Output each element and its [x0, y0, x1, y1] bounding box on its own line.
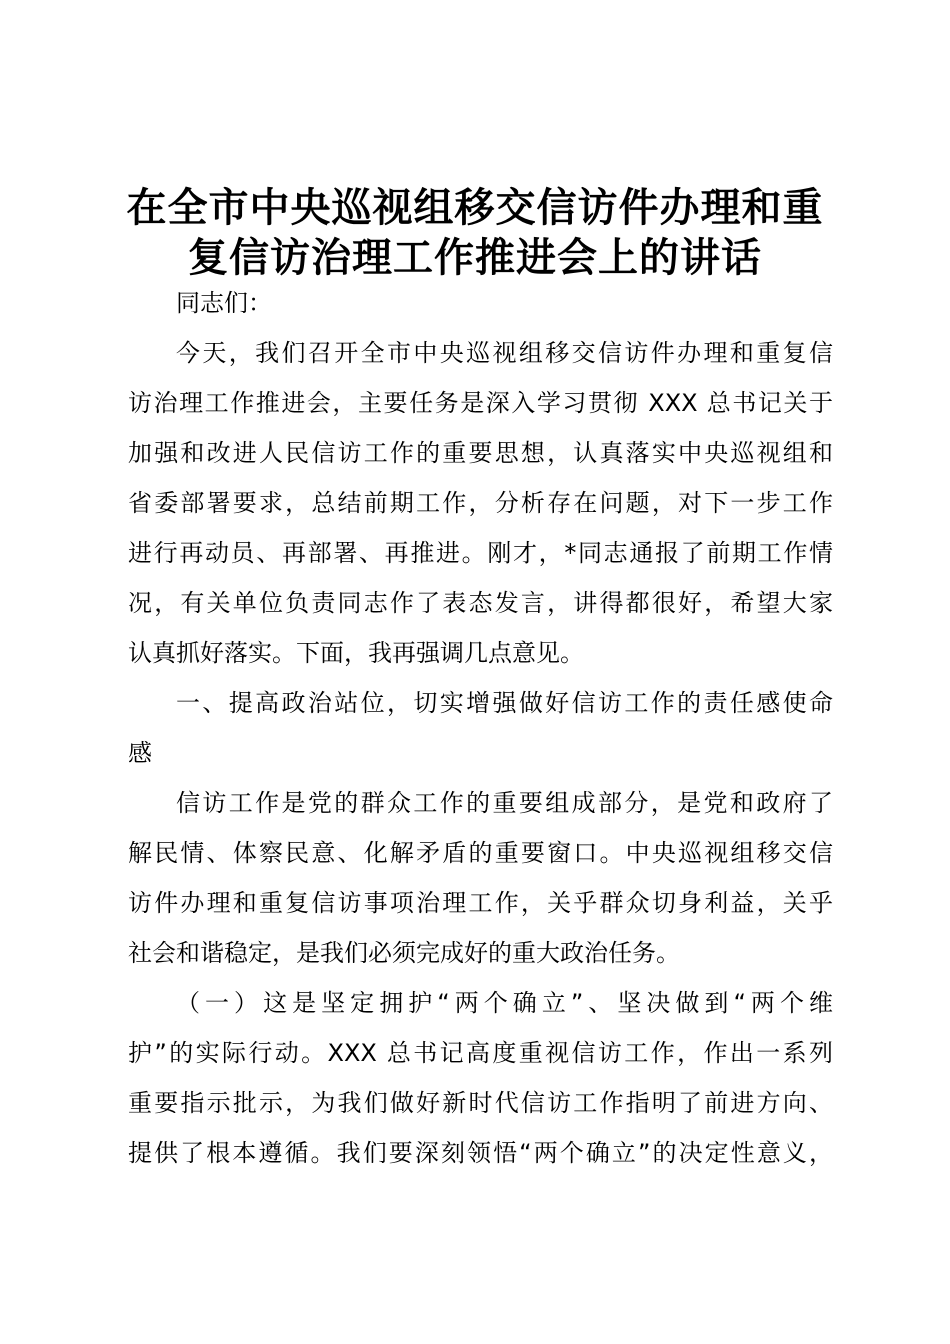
- paragraph-line: 进行再动员、再部署、再推进。刚才，*同志通报了前期工作情: [128, 539, 833, 567]
- paragraph-line: 认真抓好落实。下面，我再强调几点意见。: [128, 639, 584, 667]
- paragraph-line: 加强和改进人民信访工作的重要思想，认真落实中央巡视组和: [128, 439, 833, 467]
- paragraph-line: 重要指示批示，为我们做好新时代信访工作指明了前进方向、: [128, 1089, 833, 1117]
- paragraph-line: 社会和谐稳定，是我们必须完成好的重大政治任务。: [128, 939, 680, 967]
- section-heading-line: 一、提高政治站位，切实增强做好信访工作的责任感使命: [176, 689, 833, 717]
- document-title-line-2: 复信访治理工作推进会上的讲话: [188, 234, 762, 281]
- paragraph-line: 解民情、体察民意、化解矛盾的重要窗口。中央巡视组移交信: [128, 839, 833, 867]
- salutation: 同志们：: [176, 289, 272, 317]
- paragraph-line: 护”的实际行动。XXX 总书记高度重视信访工作，作出一系列: [128, 1039, 833, 1067]
- paragraph-line: 省委部署要求，总结前期工作，分析存在问题，对下一步工作: [128, 489, 833, 517]
- paragraph-line: 今天，我们召开全市中央巡视组移交信访件办理和重复信: [176, 339, 833, 367]
- paragraph-line: 访治理工作推进会，主要任务是深入学习贯彻 XXX 总书记关于: [128, 389, 833, 417]
- paragraph-line: 提供了根本遵循。我们要深刻领悟“两个确立”的决定性意义，: [128, 1139, 833, 1167]
- document-title-line-1: 在全市中央巡视组移交信访件办理和重: [126, 184, 824, 231]
- paragraph-line: 信访工作是党的群众工作的重要组成部分，是党和政府了: [176, 789, 833, 817]
- paragraph-line: 访件办理和重复信访事项治理工作，关乎群众切身利益，关乎: [128, 889, 833, 917]
- subsection-line: （一）这是坚定拥护“两个确立”、坚决做到“两个维: [176, 989, 833, 1017]
- section-heading-line: 感: [128, 739, 152, 767]
- paragraph-line: 况，有关单位负责同志作了表态发言，讲得都很好，希望大家: [128, 589, 833, 617]
